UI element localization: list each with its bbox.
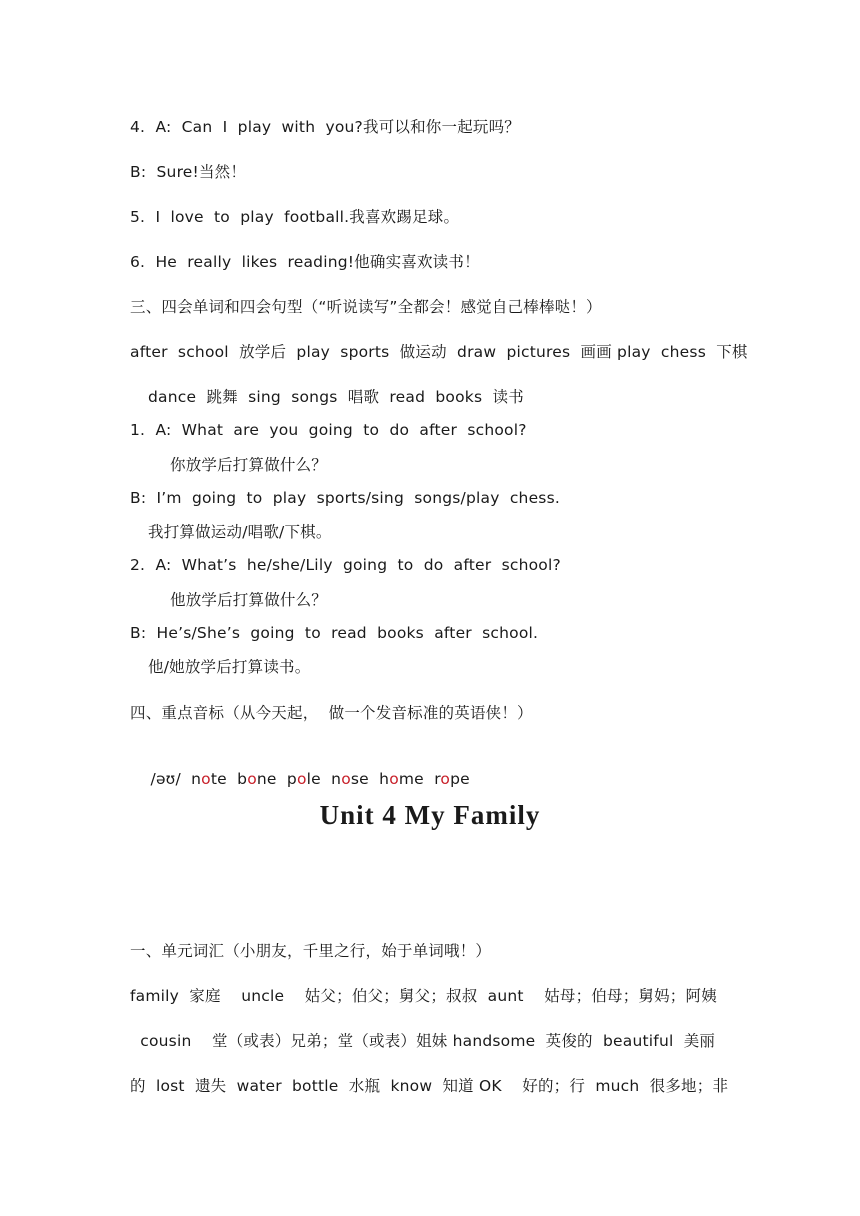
phonics-word: bone: [237, 770, 277, 788]
answer-2b: B: He’s/She’s going to read books after school.: [130, 624, 539, 642]
question-1a-translation: 你放学后打算做什么？: [170, 456, 328, 474]
vocab-line-2: dance 跳舞 sing songs 唱歌 read books 读书: [148, 388, 524, 406]
question-2a: 2. A: What’s he/she/Lily going to do after school?: [130, 556, 561, 574]
answer-1b-translation: 我打算做运动/唱歌/下棋。: [148, 523, 332, 541]
phonics-symbol: /əʊ/: [150, 770, 181, 788]
phonics-word: home: [379, 770, 424, 788]
unit-vocab-line-2: cousin 堂（或表）兄弟；堂（或表）姐妹 handsome 英俊的 beautiful 美丽: [130, 1032, 716, 1050]
question-1a: 1. A: What are you going to do after school?: [130, 421, 527, 439]
section-1-heading: 一、单元词汇（小朋友，千里之行，始于单词哦！）: [130, 942, 492, 960]
sentence-4b: B: Sure!当然！: [130, 163, 247, 181]
unit-vocab-line-3: 的 lost 遗失 water bottle 水瓶 know 知道 OK 好的；行 much 很多地；非: [130, 1077, 729, 1095]
phonics-word: nose: [331, 770, 369, 788]
phonics-word: pole: [286, 770, 321, 788]
section-3-heading: 三、四会单词和四会句型（“听说读写”全都会！感觉自己棒棒哒！）: [130, 298, 602, 316]
phonics-word: rope: [434, 770, 470, 788]
phonics-word: note: [191, 770, 227, 788]
sentence-4a: 4. A: Can I play with you?我可以和你一起玩吗？: [130, 118, 520, 136]
sentence-6: 6. He really likes reading!他确实喜欢读书！: [130, 253, 480, 271]
section-4-heading: 四、重点音标（从今天起， 做一个发音标准的英语侠！）: [130, 704, 533, 722]
answer-2b-translation: 他/她放学后打算读书。: [148, 658, 311, 676]
answer-1b: B: I’m going to play sports/sing songs/play chess.: [130, 489, 560, 507]
unit-title: Unit 4 My Family: [319, 800, 541, 830]
question-2a-translation: 他放学后打算做什么？: [170, 591, 328, 609]
unit-vocab-line-1: family 家庭 uncle 姑父；伯父；舅父；叔叔 aunt 姑母；伯母；舅妈；阿姨: [130, 987, 717, 1005]
sentence-5: 5. I love to play football.我喜欢踢足球。: [130, 208, 460, 226]
vocab-line-1: after school 放学后 play sports 做运动 draw pictures 画画 play chess 下棋: [130, 343, 748, 361]
